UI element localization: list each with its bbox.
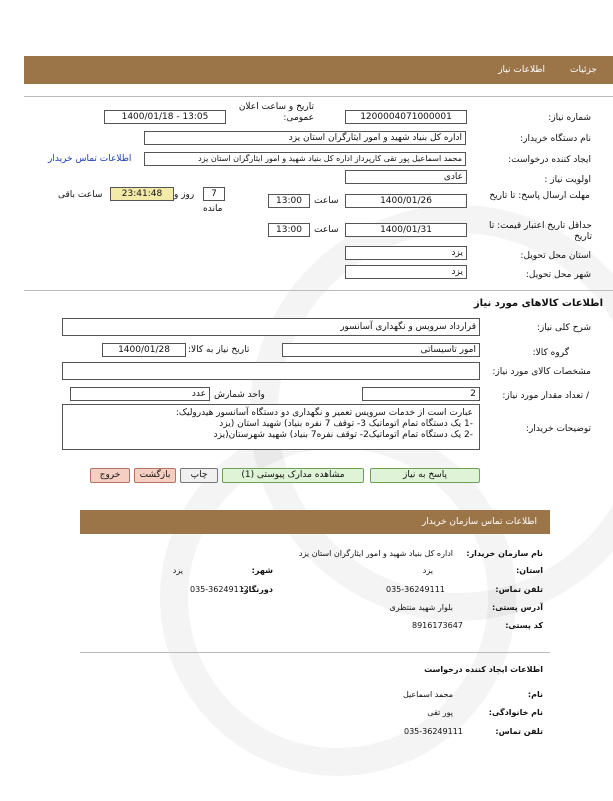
countdown-timer: 23:41:48: [110, 187, 174, 201]
days-label: روز و: [174, 190, 195, 200]
validity-time-field: 13:00: [268, 223, 310, 237]
qty-label: / تعداد مقدار مورد نیاز:: [502, 391, 589, 401]
contact-province: یزد: [422, 566, 433, 575]
creator-phone-label: تلفن تماس:: [495, 727, 543, 736]
priority-label: اولویت نیاز :: [544, 175, 591, 185]
validity-date-field: 1400/01/31: [345, 223, 467, 237]
buyer-org-field: اداره کل بنیاد شهید و امور ایثارگران استان یزد: [144, 131, 466, 145]
summary-label: شرح کلی نیاز:: [536, 323, 591, 333]
announce-field: 1400/01/18 - 13:05: [104, 110, 226, 124]
requester-label: ایجاد کننده درخواست:: [508, 155, 591, 165]
deadline-time-label: ساعت: [314, 196, 339, 206]
contact-org-label: نام سازمان خریدار:: [466, 549, 543, 558]
print-button[interactable]: چاپ: [180, 468, 218, 483]
city-label: شهر محل تحویل:: [525, 270, 591, 280]
contact-org: اداره کل بنیاد شهید و امور ایثارگران استان یزد: [298, 549, 453, 558]
priority-field: عادی: [345, 170, 467, 184]
back-button[interactable]: بازگشت: [134, 468, 176, 483]
announce-label: تاریخ و ساعت اعلان عمومی:: [238, 102, 314, 123]
deadline-label: مهلت ارسال پاسخ: تا تاریخ: [489, 191, 590, 201]
contact-phone-label: تلفن تماس:: [495, 585, 543, 594]
exit-button[interactable]: خروج: [90, 468, 130, 483]
buyer-org-label: نام دستگاه خریدار:: [520, 134, 591, 144]
contact-postal-label: کد پستی:: [505, 621, 543, 630]
contact-city: یزد: [172, 566, 183, 575]
notes-line-1: عبارت است از خدمات سرویس تعمیر و نگهداری دو دستگاه آسانسور هیدرولیک:: [175, 408, 473, 418]
contact-fax: 035-36249112: [190, 585, 249, 594]
province-label: استان محل تحویل:: [520, 251, 591, 261]
contact-city-label: شهر:: [251, 566, 273, 575]
group-label: گروه کالا:: [532, 348, 569, 358]
unit-field: عدد: [70, 387, 210, 401]
contact-address: بلوار شهید منتظری: [389, 603, 453, 612]
city-field: یزد: [345, 265, 467, 279]
need-number-field: 1200004071000001: [345, 110, 467, 124]
buyer-notes-label: توضیحات خریدار:: [525, 424, 591, 434]
reply-button[interactable]: پاسخ به نیاز: [370, 468, 480, 483]
notes-line-2: -1 یک دستگاه تمام اتوماتیک 3- توقف 7 نفره بنیاد) شهید استان (یزد: [219, 419, 473, 429]
deadline-date-field: 1400/01/26: [345, 194, 467, 208]
need-date-label: تاریخ نیاز به کالا:: [188, 345, 250, 355]
need-number-label: شماره نیاز:: [548, 113, 591, 123]
group-field: امور تاسیساتی: [282, 343, 480, 357]
qty-field: 2: [362, 387, 480, 401]
goods-section-title: اطلاعات کالاهای مورد نیاز: [473, 298, 603, 309]
validity-time-label: ساعت: [314, 225, 339, 235]
validity-label: حداقل تاریخ اعتبار قیمت: تا تاریخ: [489, 221, 592, 242]
creator-name-label: نام:: [527, 690, 543, 699]
spec-label: مشخصات کالای مورد نیاز:: [492, 367, 591, 377]
deadline-time-field: 13:00: [268, 194, 310, 208]
need-date-field: 1400/01/28: [102, 343, 186, 357]
header-breadcrumb[interactable]: جزئیات: [570, 65, 597, 75]
unit-label: واحد شمارش: [214, 390, 265, 400]
buyer-notes-field: [62, 404, 480, 450]
creator-family: پور تقی: [427, 708, 453, 717]
view-docs-button[interactable]: مشاهده مدارک پیوستی (1): [222, 468, 364, 483]
creator-phone: 035-36249111: [404, 727, 463, 736]
days-left-field: 7: [203, 187, 225, 201]
spec-field: [62, 362, 480, 380]
creator-family-label: نام خانوادگی:: [488, 708, 543, 717]
header-title: اطلاعات نیاز: [498, 65, 545, 75]
requester-field: محمد اسماعیل پور تقی کارپرداز اداره کل بنیاد شهید و امور ایثارگران استان یزد: [144, 152, 466, 166]
contact-postal: 8916173647: [412, 621, 463, 630]
province-field: یزد: [345, 246, 467, 260]
contact-province-label: استان:: [516, 566, 543, 575]
contact-title: اطلاعات تماس سازمان خریدار: [421, 517, 537, 527]
countdown-suffix: ساعت باقی: [58, 190, 103, 200]
notes-line-3: -2 یک دستگاه تمام اتوماتیک2- توقف نفره7 بنیاد) شهید شهرستان(یزد: [213, 430, 473, 440]
remaining-label: مانده: [203, 204, 223, 214]
contact-fax-label: دورنگار:: [240, 585, 273, 594]
summary-field: قرارداد سرویس و نگهداری آسانسور: [62, 318, 480, 336]
creator-name: محمد اسماعیل: [402, 690, 453, 699]
contact-address-label: آدرس پستی:: [492, 603, 543, 612]
buyer-contact-link[interactable]: اطلاعات تماس خریدار: [48, 154, 132, 164]
contact-phone: 035-36249111: [386, 585, 445, 594]
creator-title: اطلاعات ایجاد کننده درخواست: [424, 665, 543, 674]
